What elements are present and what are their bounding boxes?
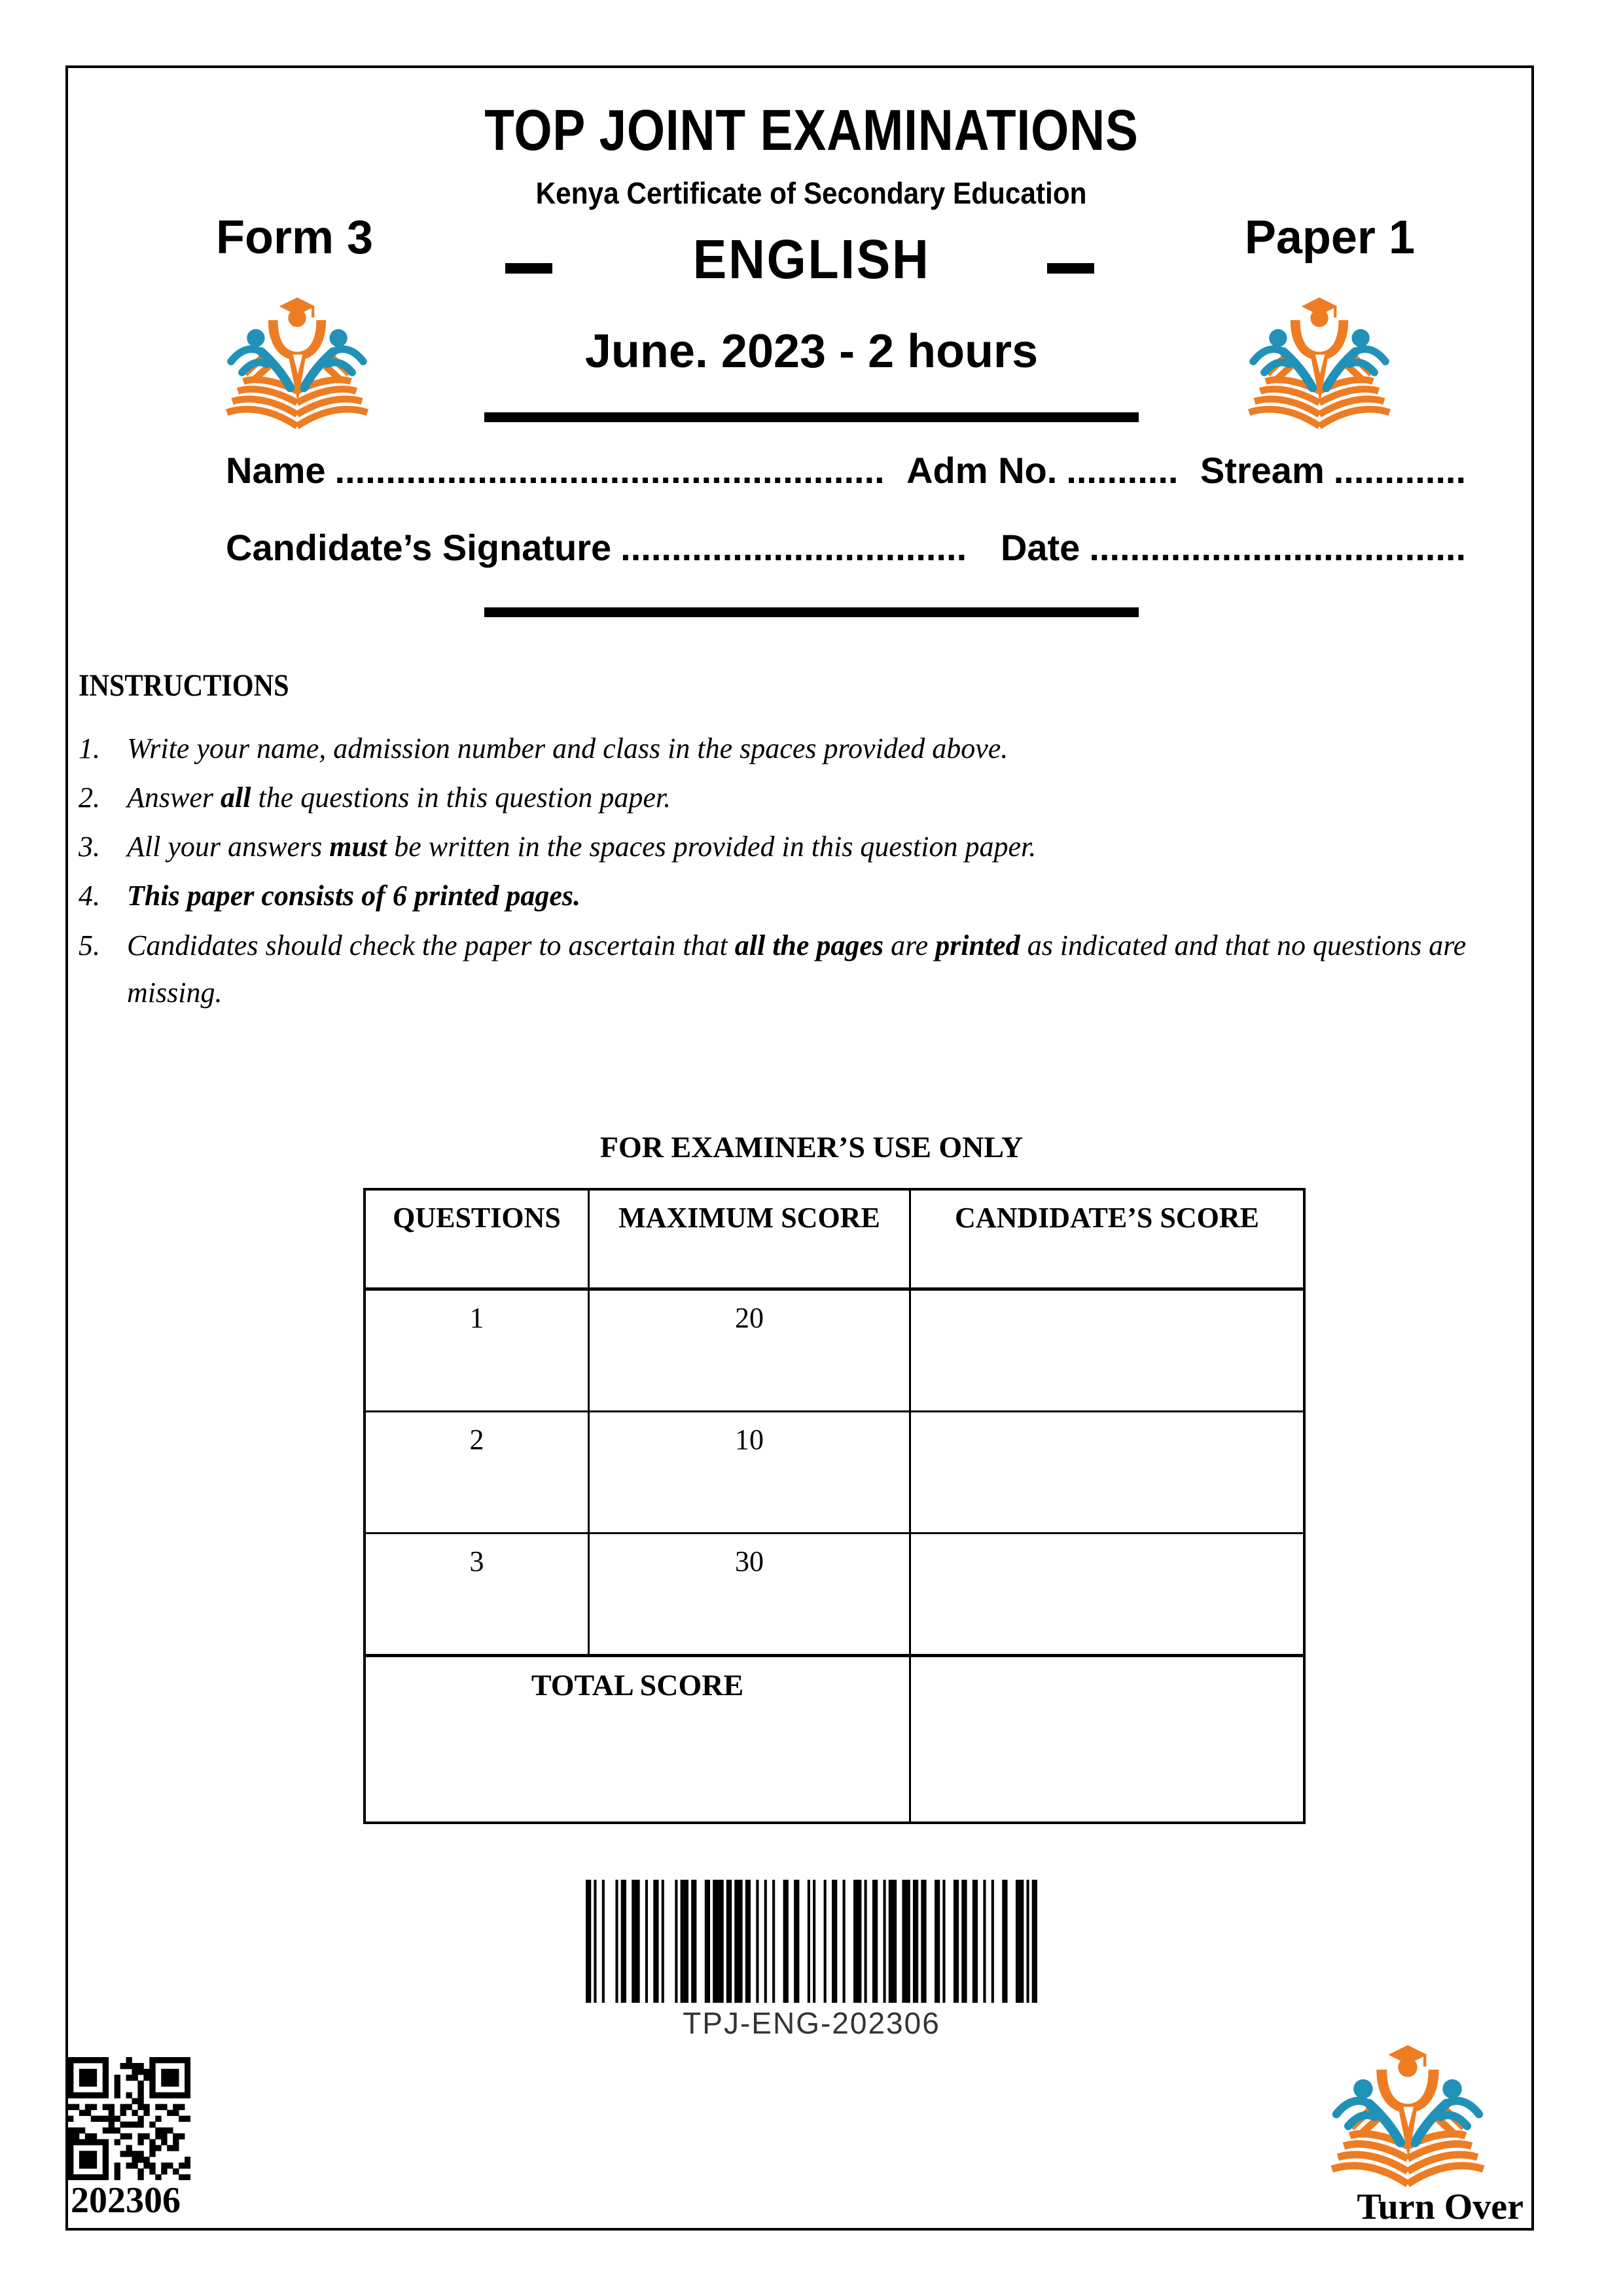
instructions-list	[79, 725, 1486, 1018]
instruction-number: 5.	[79, 929, 100, 961]
adm-no-field: Adm No. ...........	[906, 450, 1179, 491]
instruction-text: This paper consists of 6 printed pages.	[127, 880, 581, 912]
stream-field: Stream .............	[1200, 450, 1466, 491]
column-header-questions: QUESTIONS	[365, 1189, 589, 1289]
turn-over-label: Turn Over	[1357, 2187, 1524, 2227]
school-logo-footer	[1326, 2025, 1489, 2196]
instruction-number: 2.	[79, 781, 100, 814]
barcode	[0, 1880, 1623, 2006]
divider-rule-top	[484, 412, 1139, 422]
dotted-line: .....................................	[1089, 527, 1466, 568]
dash-icon	[505, 263, 552, 274]
signature-date-row	[226, 526, 1466, 569]
instruction-text: Answer all the questions in this question paper.	[127, 781, 671, 814]
column-header-max-score: MAXIMUM SCORE	[589, 1189, 910, 1289]
dotted-line: ...........	[1066, 450, 1179, 491]
barcode-label: TPJ-ENG-202306	[683, 2006, 940, 2040]
name-field: Name ......................................................	[226, 450, 885, 491]
question-number-cell: 1	[365, 1289, 589, 1412]
total-score-row	[365, 1656, 1304, 1823]
instruction-text: Write your name, admission number and class in the spaces provided above.	[127, 732, 1008, 764]
candidate-score-cell	[910, 1534, 1305, 1656]
total-score-label: TOTAL SCORE	[365, 1656, 910, 1823]
instructions-heading: INSTRUCTIONS	[79, 668, 289, 703]
examiner-score-table	[363, 1188, 1306, 1824]
divider-rule-bottom	[484, 607, 1139, 617]
dotted-line: ..................................	[620, 527, 967, 568]
table-row	[365, 1412, 1304, 1534]
question-number-cell: 3	[365, 1534, 589, 1656]
candidate-score-cell	[910, 1412, 1305, 1534]
page-subtitle: Kenya Certificate of Secondary Education	[536, 176, 1087, 210]
question-number-cell: 2	[365, 1412, 589, 1534]
page-title: TOP JOINT EXAMINATIONS	[484, 98, 1139, 162]
max-score-cell: 10	[589, 1412, 910, 1534]
max-score-cell: 20	[589, 1289, 910, 1412]
paper-label: Paper 1	[1244, 211, 1415, 264]
instruction-item	[79, 823, 1486, 870]
table-header-row	[365, 1189, 1304, 1289]
instruction-number: 4.	[79, 880, 100, 912]
dotted-line: ......................................................	[334, 450, 885, 491]
form-label: Form 3	[216, 211, 374, 264]
instruction-item	[79, 774, 1486, 821]
table-row	[365, 1534, 1304, 1656]
candidate-score-cell	[910, 1289, 1305, 1412]
dash-icon	[1047, 263, 1094, 274]
instruction-number: 1.	[79, 732, 100, 764]
paper-code: 202306	[71, 2180, 181, 2221]
examiner-table-heading: FOR EXAMINER’S USE ONLY	[599, 1130, 1024, 1164]
session-duration: June. 2023 - 2 hours	[584, 325, 1039, 378]
table-row	[365, 1289, 1304, 1412]
subject-title: ENGLISH	[692, 228, 931, 290]
candidate-info-row	[226, 449, 1466, 492]
instruction-item	[79, 872, 1486, 920]
instruction-item	[79, 922, 1486, 1016]
signature-field: Candidate’s Signature ..................................	[226, 527, 967, 568]
qr-code	[67, 2057, 190, 2180]
date-field: Date .....................................	[1000, 527, 1466, 568]
instruction-text: All your answers must be written in the spaces provided in this question paper.	[127, 831, 1037, 863]
dotted-line: .............	[1333, 450, 1466, 491]
max-score-cell: 30	[589, 1534, 910, 1656]
instruction-item	[79, 725, 1486, 772]
total-score-cell	[910, 1656, 1305, 1823]
instruction-text: Candidates should check the paper to ascertain that all the pages are printed as indicated and that no questions are missing.	[127, 929, 1467, 1009]
column-header-candidate-score: CANDIDATE’S SCORE	[910, 1189, 1305, 1289]
instruction-number: 3.	[79, 831, 100, 863]
